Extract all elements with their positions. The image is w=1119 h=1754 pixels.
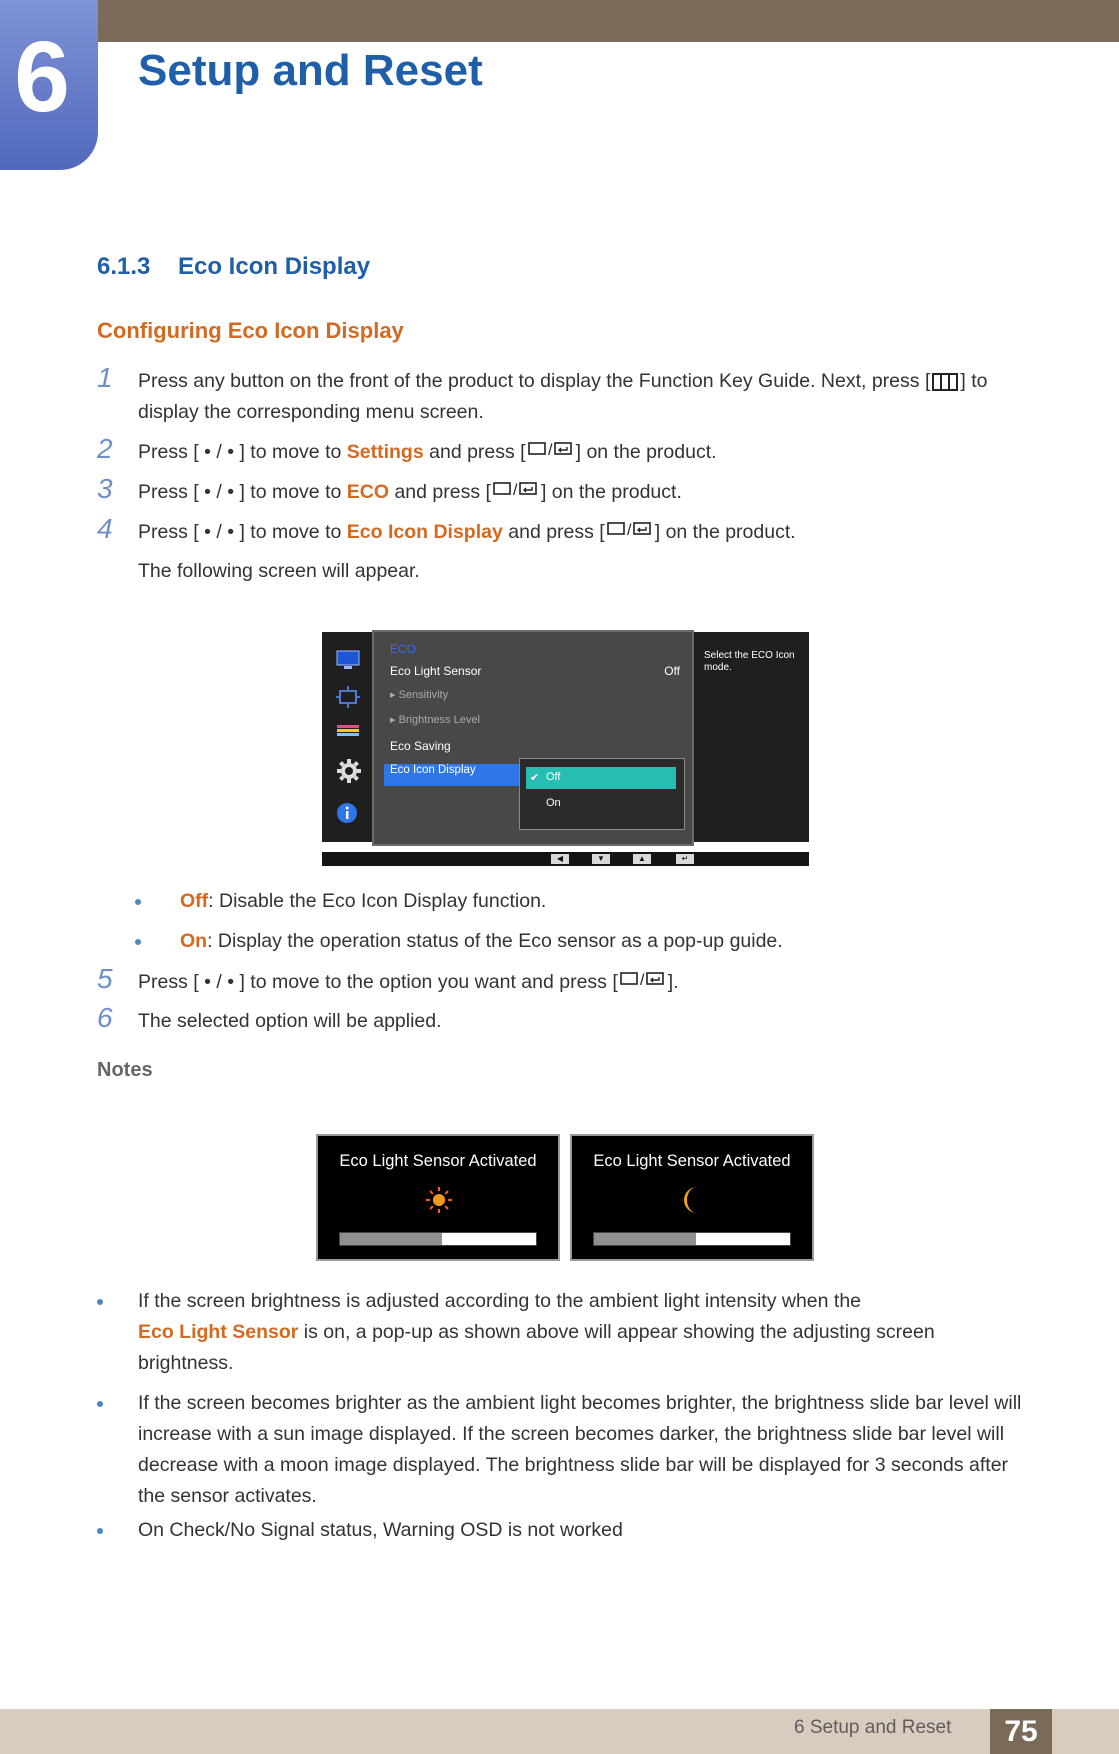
note-2: If the screen becomes brighter as the ambient light becomes brighter, the brightness slide bar level will increase with a sun image displayed. If the screen becomes darker, the brightness slide bar level will decrease with a moon image displayed. The brightness slide bar will be displayed for 3 seconds after the sensor activates. bbox=[97, 1388, 1027, 1512]
svg-text:/: / bbox=[626, 522, 632, 539]
osd-option-popup bbox=[519, 758, 685, 830]
up-arrow-icon: ▲ bbox=[633, 854, 651, 864]
osd-row-eco-icon-display[interactable]: Eco Icon Display bbox=[390, 764, 476, 776]
check-icon: ✔ bbox=[530, 772, 540, 784]
chapter-title: Setup and Reset bbox=[138, 46, 483, 95]
updown-keys-icon: • / • bbox=[204, 481, 235, 503]
subsection-title: Configuring Eco Icon Display bbox=[97, 318, 404, 343]
settings-gear-icon bbox=[336, 758, 360, 780]
moon-icon bbox=[677, 1184, 709, 1216]
osd-option-off[interactable]: Off bbox=[546, 771, 561, 783]
appear-text: The following screen will appear. bbox=[138, 560, 420, 582]
source-enter-button-icon bbox=[528, 437, 574, 468]
notes-heading: Notes bbox=[97, 1059, 153, 1081]
option-on-desc: On: Display the operation status of the Eco sensor as a pop-up guide. bbox=[138, 926, 1028, 957]
step-6: 6 The selected option will be applied. bbox=[97, 1002, 442, 1033]
osd-menu-header: ECO bbox=[390, 642, 417, 656]
osd-option-on[interactable]: On bbox=[546, 797, 561, 809]
step-4: 4 Press [ • / • ] to move to Eco Icon Display and press [ / ] on the product. bbox=[138, 517, 1028, 548]
note-1: If the screen brightness is adjusted according to the ambient light intensity when the Eco Light Sensor is on, a pop-up as shown above will appear showing the adjusting screen brightness. bbox=[97, 1286, 1027, 1379]
updown-keys-icon: • / • bbox=[204, 971, 235, 993]
eco-popup-sun bbox=[316, 1134, 560, 1261]
menu-button-icon bbox=[932, 373, 958, 391]
note-3: On Check/No Signal status, Warning OSD is not worked bbox=[97, 1515, 1027, 1546]
svg-text:/: / bbox=[639, 972, 645, 989]
brightness-slide-bar bbox=[593, 1232, 791, 1246]
enter-icon: ↵ bbox=[676, 854, 694, 864]
left-arrow-icon: ◀ bbox=[551, 854, 569, 864]
source-enter-button-icon bbox=[493, 477, 539, 508]
svg-text:/: / bbox=[547, 442, 553, 459]
updown-keys-icon: • / • bbox=[204, 441, 235, 463]
brightness-slide-bar bbox=[339, 1232, 537, 1246]
osd-help-text: Select the ECO Icon mode. bbox=[694, 632, 809, 842]
osd-screenshot bbox=[322, 630, 809, 866]
osd-button-bar bbox=[322, 852, 809, 866]
step-1: 1 Press any button on the front of the product to display the Function Key Guide. Next, press [ ] to display the corresponding menu screen. bbox=[97, 362, 988, 423]
popup-title: Eco Light Sensor Activated bbox=[339, 1152, 537, 1170]
updown-keys-icon: • / • bbox=[204, 521, 235, 543]
osd-menu bbox=[372, 630, 694, 846]
sun-icon bbox=[423, 1184, 455, 1216]
svg-text:/: / bbox=[512, 482, 518, 499]
source-enter-button-icon bbox=[607, 517, 653, 548]
down-arrow-icon: ▼ bbox=[592, 854, 610, 864]
osd-sidebar bbox=[322, 632, 372, 842]
chapter-tab bbox=[0, 0, 98, 170]
step-5: 5 Press [ • / • ] to move to the option you want and press [ / ]. bbox=[138, 967, 1028, 998]
option-off-desc: Off: Disable the Eco Icon Display function. bbox=[138, 886, 1028, 917]
section-title: 6.1.3 Eco Icon Display bbox=[97, 253, 371, 280]
osd-row-sensitivity[interactable]: ▸ Sensitivity bbox=[390, 689, 449, 701]
page-number: 75 bbox=[990, 1709, 1052, 1754]
size-position-icon bbox=[336, 686, 360, 708]
popup-title: Eco Light Sensor Activated bbox=[593, 1152, 791, 1170]
eco-popup-moon bbox=[570, 1134, 814, 1261]
step-3: 3 Press [ • / • ] to move to ECO and press [ / ] on the product. bbox=[138, 477, 1028, 508]
footer-text: 6 Setup and Reset bbox=[794, 1717, 952, 1738]
brightness-fill bbox=[594, 1233, 696, 1245]
header-bar bbox=[0, 0, 1119, 42]
brightness-fill bbox=[340, 1233, 442, 1245]
step-2: 2 Press [ • / • ] to move to Settings and press [ / ] on the product. bbox=[138, 437, 1028, 468]
chapter-number: 6 bbox=[14, 21, 70, 133]
osd-row-eco-saving[interactable]: Eco Saving bbox=[390, 739, 451, 753]
source-enter-button-icon bbox=[620, 967, 666, 998]
osd-row-eco-light-sensor[interactable]: Eco Light Sensor Off bbox=[390, 664, 680, 678]
monitor-icon bbox=[336, 650, 360, 672]
info-icon bbox=[336, 802, 360, 824]
osd-row-brightness-level[interactable]: ▸ Brightness Level bbox=[390, 714, 480, 726]
color-icon bbox=[336, 724, 360, 746]
